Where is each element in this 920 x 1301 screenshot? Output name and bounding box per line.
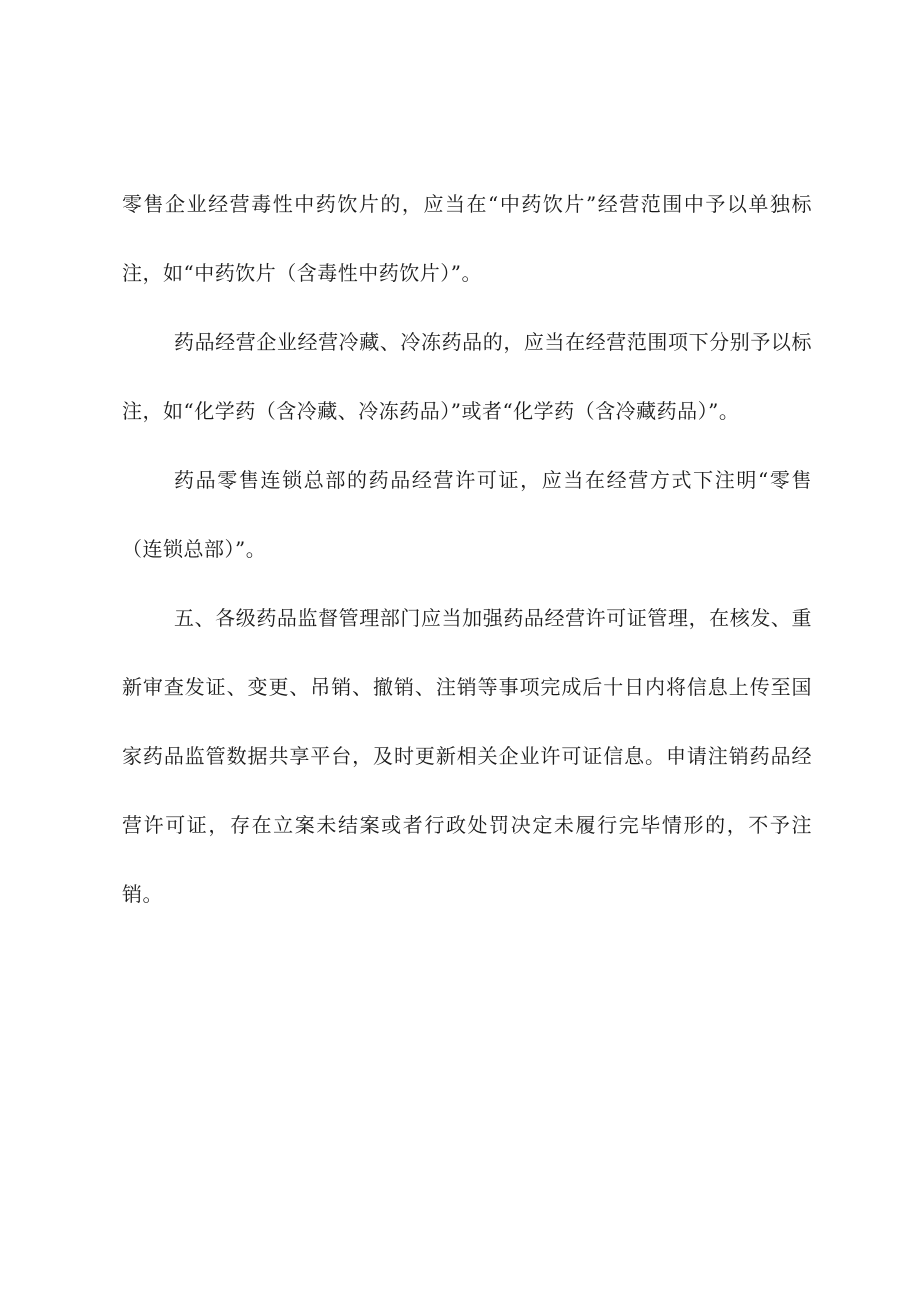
paragraph-cold-chain-drugs: 药品经营企业经营冷藏、冷冻药品的，应当在经营范围项下分别予以标注，如“化学药（含冷藏、冷冻药品）”或者“化学药（含冷藏药品）”。 — [122, 330, 812, 423]
paragraph-section-five: 五、各级药品监督管理部门应当加强药品经营许可证管理，在核发、重新审查发证、变更、吊销、撤销、注销等事项完成后十日内将信息上传至国家药品监管数据共享平台，及时更新相关企业许可证信息。申请注销药品经营许可证，存在立案未结案或者行政处罚决定未履行完毕情形的，不予注销。 — [122, 606, 812, 906]
document-body — [122, 170, 812, 929]
paragraph-chain-headquarters: 药品零售连锁总部的药品经营许可证，应当在经营方式下注明“零售（连锁总部）”。 — [122, 468, 812, 561]
paragraph-toxic-herbal-pieces: 零售企业经营毒性中药饮片的，应当在“中药饮片”经营范围中予以单独标注，如“中药饮片（含毒性中药饮片）”。 — [122, 192, 812, 285]
